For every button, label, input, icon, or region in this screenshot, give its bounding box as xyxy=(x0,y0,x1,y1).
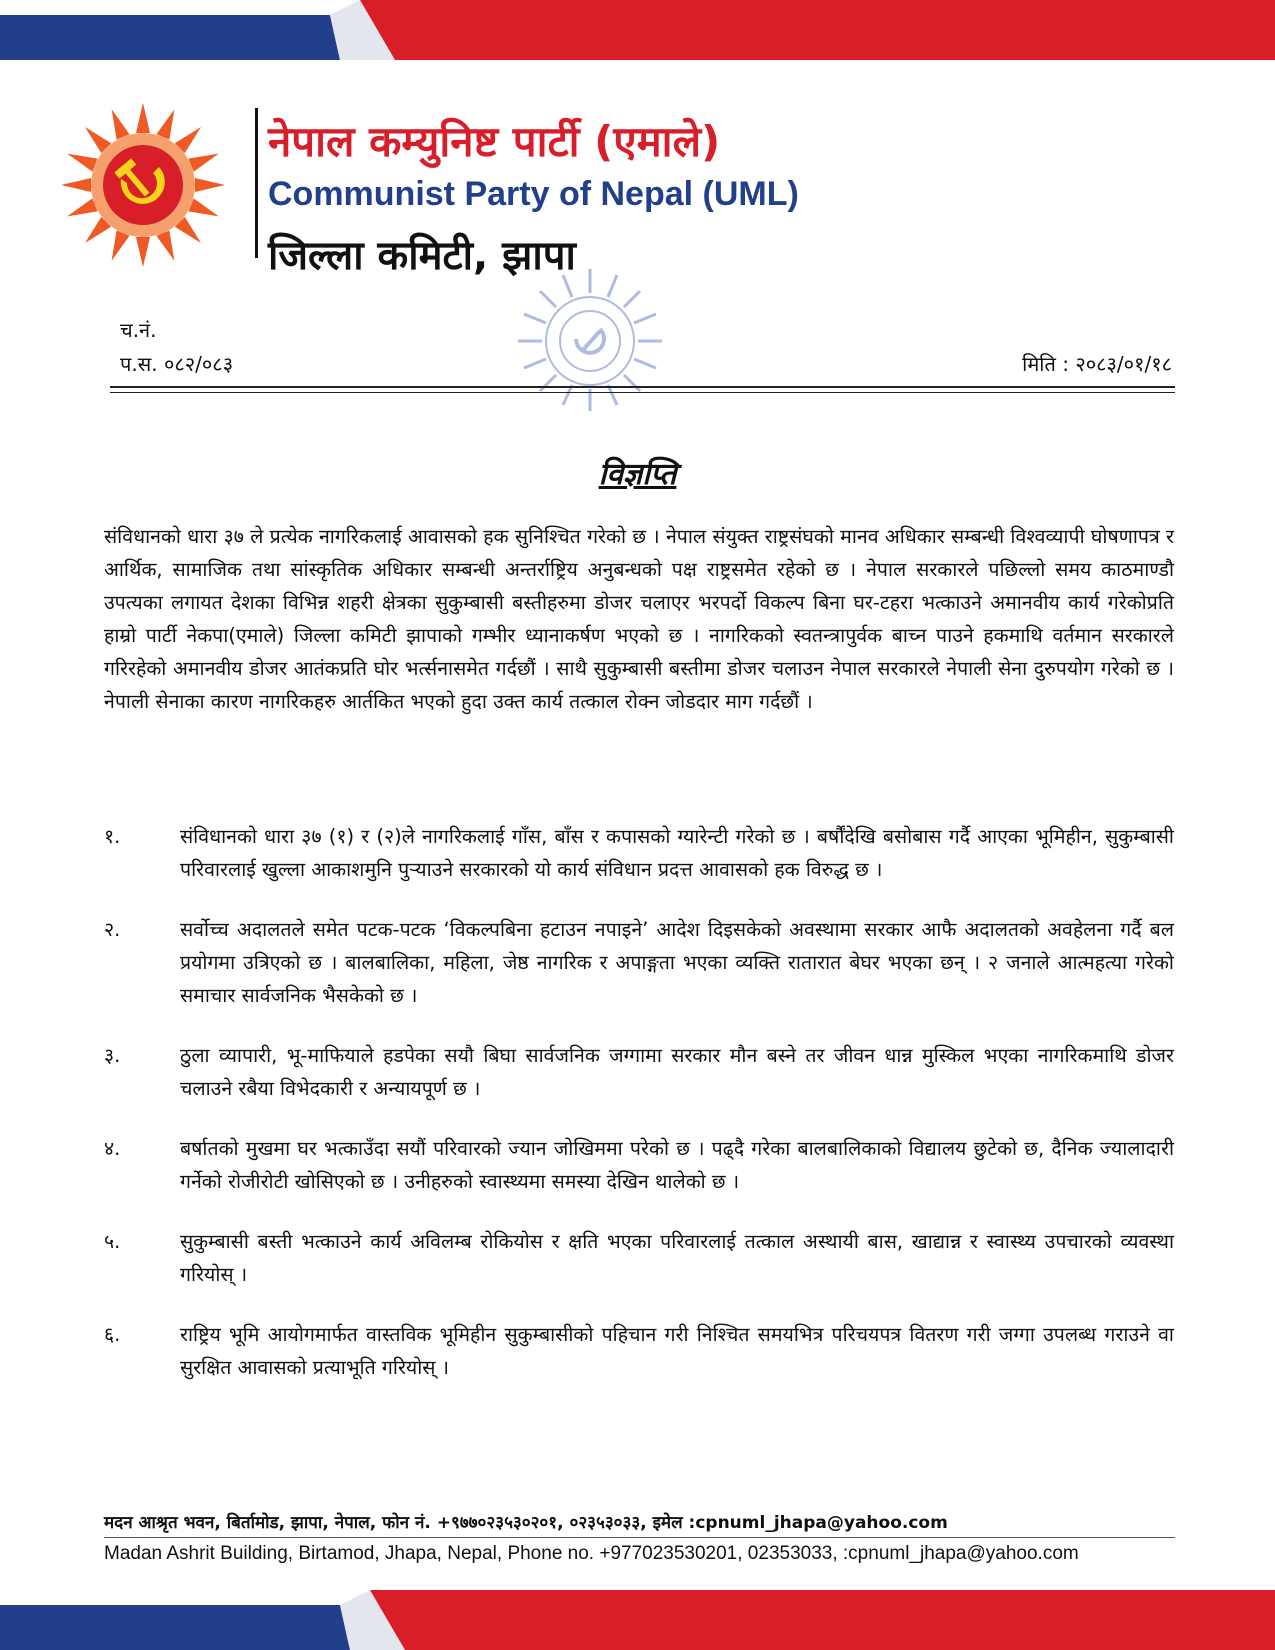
list-item-number: १. xyxy=(104,825,121,848)
party-logo xyxy=(48,100,238,270)
sun-hammer-sickle-icon xyxy=(48,100,238,270)
list-item-text: राष्ट्रिय भूमि आयोगमार्फत वास्तविक भूमिहीन सुकुम्बासीको पहिचान गरी निश्चित समयभित्र परिचयपत्र वितरण गरी जग्गा उपलब्ध गराउने वा सुरक्षित आवासको प्रत्याभूति गरियोस् । xyxy=(180,1323,1174,1379)
list-item xyxy=(104,1039,1174,1105)
header-color-band xyxy=(0,0,1275,60)
footer-address-nepali: मदन आश्रृत भवन, बिर्तामोड, झापा, नेपाल, फोन नं. +९७७०२३५३०२०१, ०२३५३०३३, इमेल :cpnuml_jhapa@yahoo.com xyxy=(104,1513,948,1533)
fiscal-year-label: प.स. ०८२/०८३ xyxy=(120,352,234,376)
list-item-number: ५. xyxy=(104,1230,121,1253)
list-item-text: ठुला व्यापारी, भू-माफियाले हडपेका सयौ बिघा सार्वजनिक जग्गामा सरकार मौन बस्ने तर जीवन धान्न मुस्किल भएका नागरिकमाथि डोजर चलाउने रबैया विभेदकारी र अन्यायपूर्ण छ । xyxy=(180,1044,1174,1100)
list-item-text: संविधानको धारा ३७ (१) र (२)ले नागरिकलाई गाँस, बाँस र कपासको ग्यारेन्टी गरेको छ । बर्षौंदेखि बसोबास गर्दै आएका भूमिहीन, सुकुम्बासी परिवारलाई खुल्ला आकाशमुनि पुऱ्याउने सरकारको यो कार्य संविधान प्रदत्त आवासको हक विरुद्ध छ । xyxy=(180,825,1174,881)
footer-color-band xyxy=(0,1590,1275,1650)
party-name-english: Communist Party of Nepal (UML) xyxy=(268,175,799,213)
list-item xyxy=(104,913,1174,1012)
list-item-text: बर्षातको मुखमा घर भत्काउँदा सयौं परिवारको ज्यान जोखिममा परेको छ । पढ्दै गरेका बालबालिकाको विद्यालय छुटेको छ, दैनिक ज्यालादारी गर्नेको रोजीरोटी खोसिएको छ । उनीहरुको स्वास्थ्यमा समस्या देखिन थालेको छ । xyxy=(180,1137,1174,1193)
party-name-nepali: नेपाल कम्युनिष्ट पार्टी (एमाले) xyxy=(268,117,721,166)
party-seal xyxy=(505,266,675,416)
notice-title-text: विज्ञप्ति xyxy=(598,457,677,492)
list-item-number: ४. xyxy=(104,1137,121,1160)
notice-title xyxy=(0,452,1275,493)
footer-address-english: Madan Ashrit Building, Birtamod, Jhapa, Nepal, Phone no. +977023530201, 02353033, :cpnuml_jhapa@yahoo.com xyxy=(104,1543,1079,1564)
header-rule-thick xyxy=(110,386,1175,388)
demands-list xyxy=(104,820,1174,1411)
document-date: मिति : २०८३/०१/१८ xyxy=(1022,352,1172,376)
list-item-text: सर्वोच्च अदालतले समेत पटक-पटक ‘विकल्पबिना हटाउन नपाइने’ आदेश दिइसकेको अवस्थामा सरकार आफै अदालतको अवहेलना गर्दै बल प्रयोगमा उत्रिएको छ । बालबालिका, महिला, जेष्ठ नागरिक र अपाङ्गता भएका व्यक्ति रातारात बेघर भएका छन् । २ जनाले आत्महत्या गरेको समाचार सार्वजनिक भैसकेको छ । xyxy=(180,918,1174,1007)
party-seal-stamp-icon xyxy=(505,266,675,416)
header-divider xyxy=(255,108,258,258)
list-item xyxy=(104,1132,1174,1198)
footer-divider xyxy=(104,1537,1175,1538)
list-item-number: ६. xyxy=(104,1323,121,1346)
list-item xyxy=(104,1318,1174,1384)
intro-paragraph: संविधानको धारा ३७ ले प्रत्येक नागरिकलाई आवासको हक सुनिश्चित गरेको छ । नेपाल संयुक्त राष्ट्रसंघको मानव अधिकार सम्बन्धी विश्वव्यापी घोषणापत्र र आर्थिक, सामाजिक तथा सांस्कृतिक अधिकार सम्बन्धी अन्तर्राष्ट्रिय अनुबन्धको पक्ष राष्ट्रसमेत रहेको छ । नेपाल सरकारले पछिल्लो समय काठमाण्डौ उपत्यका लगायत देशका विभिन्न शहरी क्षेत्रका सुकुम्बासी बस्तीहरुमा डोजर चलाएर भरपर्दो विकल्प बिना घर-टहरा भत्काउने अमानवीय कार्य गरेकोप्रति हाम्रो पार्टी नेकपा(एमाले) जिल्ला कमिटी झापाको गम्भीर ध्यानाकर्षण भएको छ । नागरिकको स्वतन्त्रापुर्वक बाच्न पाउने हकमाथि वर्तमान सरकारले गरिरहेको अमानवीय डोजर आतंकप्रति घोर भर्त्सनासमेत गर्दछौं । साथै सुकुम्बासी बस्तीमा डोजर चलाउन नेपाल सरकारले नेपाली सेना दुरुपयोग गरेको छ । नेपाली सेनाका कारण नागरिकहरु आर्तकित भएको हुदा उक्त कार्य तत्काल रोक्न जोडदार माग गर्दछौं । xyxy=(104,525,1174,713)
header-rule-thin xyxy=(110,392,1175,393)
list-item xyxy=(104,820,1174,886)
district-committee-title: जिल्ला कमिटी, झापा xyxy=(268,233,576,279)
list-item xyxy=(104,1225,1174,1291)
list-item-text: सुकुम्बासी बस्ती भत्काउने कार्य अविलम्ब रोकियोस र क्षति भएका परिवारलाई तत्काल अस्थायी बास, खाद्यान्न र स्वास्थ्य उपचारको व्यवस्था गरियोस् । xyxy=(180,1230,1174,1286)
list-item-number: २. xyxy=(104,918,121,941)
reference-number-label: च.नं. xyxy=(120,318,157,342)
list-item-number: ३. xyxy=(104,1044,121,1067)
